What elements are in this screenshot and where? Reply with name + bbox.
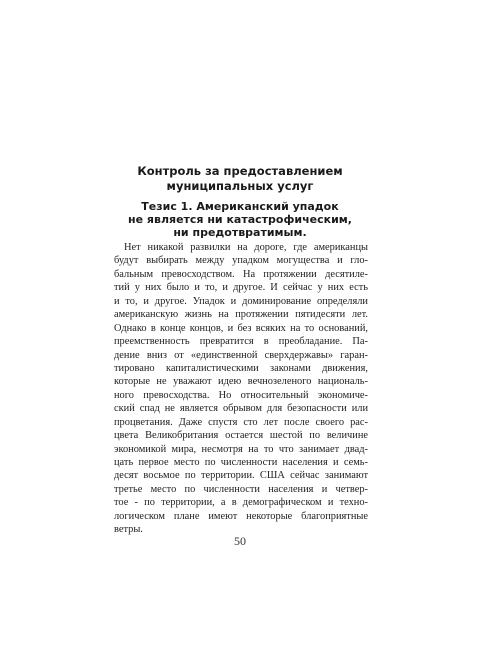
body-line: и то, и другое. Упадок и доминирование определяли bbox=[114, 295, 368, 307]
body-line: экономикой мира, несмотря на то что занимает двад- bbox=[114, 443, 368, 455]
body-line: процветания. Даже спустя сто лет после своего рас- bbox=[114, 416, 368, 428]
body-line: которые не уважают идею вечнозеленого националь- bbox=[114, 376, 368, 388]
body-paragraph bbox=[114, 241, 368, 537]
body-line: преемственность превратится в преобладание. Па- bbox=[114, 336, 368, 348]
section-title-line: Контроль за предоставлением bbox=[137, 164, 343, 178]
body-line: тое - по территории, а в демографическом и техно- bbox=[114, 497, 368, 509]
page-number: 50 bbox=[234, 534, 246, 548]
body-line: ного превосходства. Но относительный экономиче- bbox=[114, 389, 368, 401]
body-line: десят восьмое по территории. США сейчас занимают bbox=[114, 470, 368, 482]
section-title bbox=[110, 164, 370, 194]
body-line: бальным превосходством. На протяжении десятиле- bbox=[114, 268, 368, 280]
body-line: третье место по численности населения и четвер- bbox=[114, 483, 368, 495]
body-line: Однако в конце концов, и без всяких на то оснований, bbox=[114, 322, 368, 334]
thesis-title-line: не является ни катастрофическим, bbox=[128, 213, 352, 226]
body-line: логическом плане имеют некоторые благоприятные bbox=[114, 510, 368, 522]
section-title-line: муниципальных услуг bbox=[166, 179, 314, 193]
thesis-title-line: Тезис 1. Американский упадок bbox=[141, 200, 339, 213]
body-line: ский спад не является обрывом для безопасности или bbox=[114, 403, 368, 415]
body-line: дение вниз от «единственной сверхдержавы» гаран- bbox=[114, 349, 368, 361]
body-line: ветры. bbox=[114, 524, 143, 536]
body-line: будут выбирать между упадком могущества и гло- bbox=[114, 255, 368, 267]
body-line: цвета Великобритания остается шестой по величине bbox=[114, 430, 368, 442]
body-line: цать первое место по численности населения и семь- bbox=[114, 457, 368, 468]
thesis-title bbox=[120, 200, 360, 239]
body-line: тировано капиталистическими законами движения, bbox=[114, 362, 368, 374]
body-line: Нет никакой развилки на дороге, где американцы bbox=[124, 242, 368, 253]
body-line: американскую жизнь на протяжении пятидесяти лет. bbox=[114, 309, 368, 321]
body-line: тий у них было и то, и другое. И сейчас у них есть bbox=[114, 282, 368, 294]
thesis-title-line: ни предотвратимым. bbox=[173, 226, 307, 239]
